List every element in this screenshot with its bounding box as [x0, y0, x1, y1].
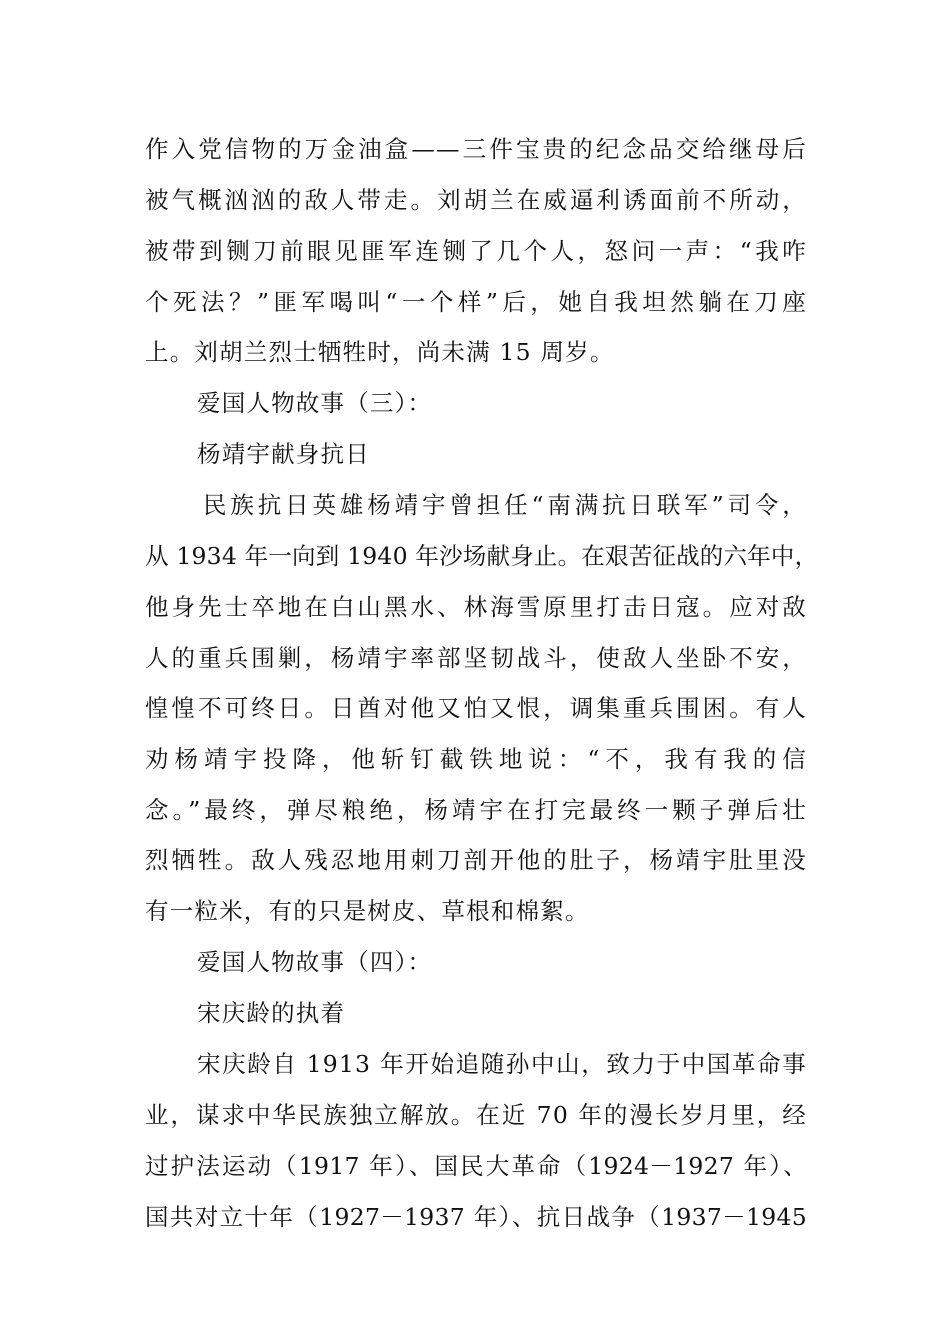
paragraph-line: 从 1934 年一向到 1940 年沙场献身止。在艰苦征战的六年中，: [145, 542, 819, 570]
paragraph-line: 被带到铡刀前眼见匪军连铡了几个人，怒问一声：“我咋: [145, 237, 807, 265]
paragraph-line: 有一粒米，有的只是树皮、草根和棉絮。: [145, 897, 590, 925]
section-heading: 爱国人物故事（四）：: [197, 948, 433, 976]
paragraph-line: 劝杨靖宇投降，他斩钉截铁地说：“不，我有我的信: [145, 745, 807, 773]
paragraph-line: 业，谋求中华民族独立解放。在近 70 年的漫长岁月里，经: [145, 1101, 807, 1129]
paragraph-line: 惶惶不可终日。日酋对他又怕又恨，调集重兵围困。有人: [145, 694, 807, 722]
story-title: 宋庆龄的执着: [197, 999, 346, 1027]
paragraph-line: 上。刘胡兰烈士牺牲时，尚未满 15 周岁。: [145, 338, 615, 366]
story-title: 杨靖宇献身抗日: [197, 440, 370, 468]
paragraph-line: 个死法？”匪军喝叫“一个样”后，她自我坦然躺在刀座: [145, 288, 807, 316]
paragraph-line: 民族抗日英雄杨靖宇曾担任“南满抗日联军”司令，: [203, 491, 807, 519]
paragraph-line: 他身先士卒地在白山黑水、林海雪原里打击日寇。应对敌: [145, 593, 807, 621]
paragraph-line: 宋庆龄自 1913 年开始追随孙中山，致力于中国革命事: [197, 1050, 807, 1078]
section-heading: 爱国人物故事（三）：: [197, 389, 433, 417]
paragraph-line: 人的重兵围剿，杨靖宇率部坚韧战斗，使敌人坐卧不安，: [145, 644, 807, 672]
paragraph-line: 国共对立十年（1927－1937 年）、抗日战争（1937－1945: [145, 1203, 807, 1231]
paragraph-line: 过护法运动（1917 年）、国民大革命（1924－1927 年）、: [145, 1152, 807, 1180]
paragraph-line: 念。”最终，弹尽粮绝，杨靖宇在打完最终一颗子弹后壮: [145, 796, 807, 824]
paragraph-line: 烈牺牲。敌人残忍地用刺刀剖开他的肚子，杨靖宇肚里没: [145, 846, 807, 874]
paragraph-line: 被气概汹汹的敌人带走。刘胡兰在威逼利诱面前不所动，: [145, 186, 807, 214]
paragraph-line: 作入党信物的万金油盒——三件宝贵的纪念品交给继母后: [145, 135, 807, 163]
